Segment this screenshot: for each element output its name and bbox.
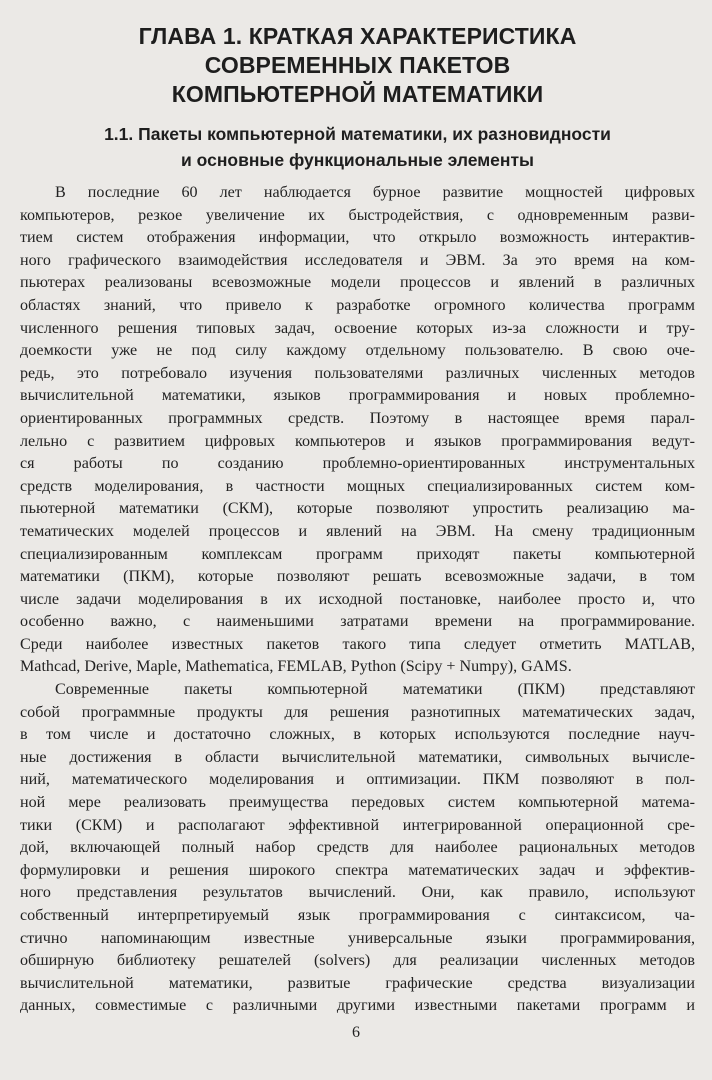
text-line: редь, это потребовало изучения пользователями различных численных методов (20, 364, 695, 382)
text-line: Среди наиболее известных пакетов такого типа следует отметить MATLAB, (20, 635, 695, 653)
chapter-title-line: ГЛАВА 1. КРАТКАЯ ХАРАКТЕРИСТИКА (138, 23, 577, 49)
text-line: собой программные продукты для решения разнотипных математических задач, (20, 703, 695, 721)
paragraph-2 (20, 679, 695, 1018)
text-line: ний, математического моделирования и оптимизации. ПКМ позволяют в пол- (20, 771, 695, 789)
page-number: 6 (352, 1024, 360, 1041)
text-line: ного представления результатов вычислений. Они, как правило, используют (20, 884, 695, 902)
text-line: компьютеров, резкое увеличение их быстродействия, с одновременным разви- (20, 206, 695, 224)
text-line: ные достижения в области вычислительной математики, символьных вычисле- (20, 748, 695, 766)
text-line: численного решения типовых задач, освоение которых из-за сложности и тру- (20, 319, 695, 337)
text-line: специализированным комплексам программ приходят пакеты компьютерной (20, 545, 695, 563)
text-line: Современные пакеты компьютерной математики (ПКМ) представляют (55, 681, 695, 699)
section-title-line: и основные функциональные элементы (181, 150, 534, 170)
section-title-line: 1.1. Пакеты компьютерной математики, их разновидности (104, 124, 611, 144)
text-line: ной мере реализовать преимущества передовых систем компьютерной матема- (20, 794, 695, 812)
text-line: математики (ПКМ), которые позволяют решать всевозможные задачи, в том (20, 568, 695, 586)
text-line: особенно важно, с наименьшими затратами времени на программирование. (20, 613, 695, 631)
text-line: В последние 60 лет наблюдается бурное развитие мощностей цифровых (55, 184, 695, 201)
text-line: пьютерной математики (СКМ), которые позволяют упростить реализацию ма- (20, 500, 695, 518)
text-line: стично напоминающим известные универсальные языки программирования, (20, 929, 695, 947)
text-line: дой, включающей полный набор средств для наиболее рациональных методов (20, 839, 695, 857)
text-line: ся работы по созданию проблемно-ориентированных инструментальных (20, 455, 695, 473)
text-line: собственный интерпретируемый язык программирования с синтаксисом, ча- (20, 907, 695, 924)
text-line: числе задачи моделирования в их исходной постановке, наиболее просто и, что (20, 590, 695, 608)
text-line: ориентированных программных средств. Поэтому в настоящее время парал- (20, 409, 695, 427)
body-text (20, 182, 695, 1018)
chapter-title (20, 22, 695, 109)
chapter-title-line: КОМПЬЮТЕРНОЙ МАТЕМАТИКИ (171, 81, 544, 107)
text-line: обширную библиотеку решателей (solvers) для реализации численных методов (20, 952, 695, 970)
text-line: тием систем отображения информации, что открыло возможность интерактив- (20, 229, 695, 247)
text-line: ного графического взаимодействия исследователя и ЭВМ. За это время на ком- (20, 251, 695, 269)
text-line: лельно с развитием цифровых компьютеров и языков программирования ведут- (20, 432, 695, 450)
text-line: пьютерах реализованы всевозможные модели процессов и явлений в различных (20, 274, 695, 292)
text-line: областях знаний, что привело к разработке огромного количества программ (20, 296, 695, 314)
text-line: в том числе и достаточно сложных, в которых используются последние науч- (20, 726, 695, 744)
chapter-title-line: СОВРЕМЕННЫХ ПАКЕТОВ (204, 52, 511, 78)
text-line: вычислительной математики, развитые графические средства визуализации (20, 974, 695, 992)
text-line: данных, совместимые с различными другими известными пакетами программ и (20, 997, 695, 1015)
text-line: вычислительной математики, языков программирования и новых проблемно- (20, 387, 695, 405)
text-line: тики (СКМ) и располагают эффективной интегрированной операционной сре- (20, 816, 695, 834)
section-title (20, 121, 695, 173)
paragraph-1 (20, 182, 695, 679)
text-line: тематических моделей процессов и явлений на ЭВМ. На смену традиционным (20, 522, 695, 540)
text-line: формулировки и решения широкого спектра математических задач и эффектив- (20, 861, 695, 879)
text-line: Mathcad, Derive, Maple, Mathematica, FEMLAB, Python (Scipy + Numpy), GAMS. (20, 658, 572, 676)
text-line: доемкости уже не под силу каждому отдельному пользователю. В свою оче- (20, 342, 695, 360)
text-line: средств моделирования, в частности мощных специализированных систем ком- (20, 477, 695, 495)
